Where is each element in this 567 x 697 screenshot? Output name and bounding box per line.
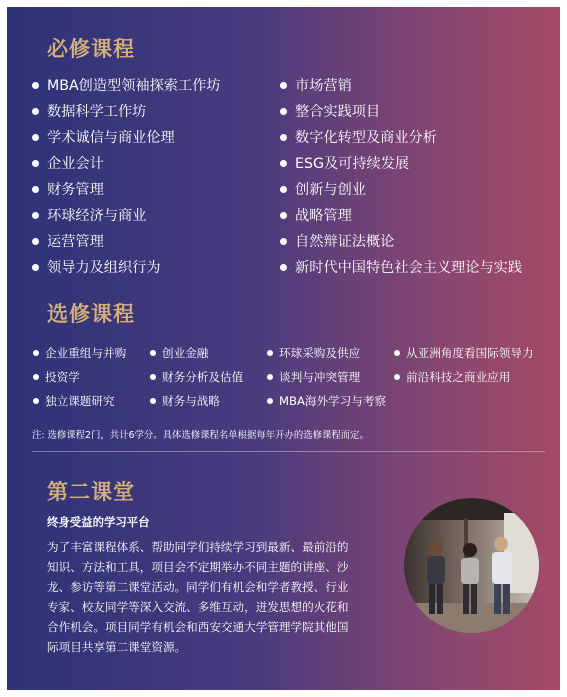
course-item: 财务管理 xyxy=(47,179,104,199)
description-line: 际项目共享第二课堂资源。 xyxy=(47,640,187,654)
elective-item: MBA海外学习与考察 xyxy=(279,394,387,408)
course-item: MBA创造型领袖探索工作坊 xyxy=(47,75,221,95)
elective-item: 独立课题研究 xyxy=(45,394,115,408)
elective-item: 财务分析及估值 xyxy=(162,370,244,384)
elective-note: 注: 选修课程2门，共计6学分。具体选修课程名单根据每年开办的选修课程而定。 xyxy=(32,430,369,441)
course-item: 市场营销 xyxy=(295,75,352,95)
students-illustration xyxy=(404,498,539,633)
course-item: 创新与创业 xyxy=(295,179,366,199)
elective-item: 从亚洲角度看国际领导力 xyxy=(406,346,534,360)
second-classroom-subtitle: 终身受益的学习平台 xyxy=(47,515,150,529)
course-item: 学术诚信与商业伦理 xyxy=(47,127,175,147)
description-line: 龙、参访等第二课堂活动。同学们有机会和学者教授、行业 xyxy=(47,580,349,594)
students-photo xyxy=(404,498,539,633)
course-item: ESG及可持续发展 xyxy=(295,153,409,173)
brochure-panel xyxy=(7,7,560,690)
course-item: 运营管理 xyxy=(47,231,104,251)
elective-item: 企业重组与并购 xyxy=(45,346,127,360)
course-item: 数字化转型及商业分析 xyxy=(295,127,437,147)
elective-item: 前沿科技之商业应用 xyxy=(406,370,511,384)
elective-item: 环球采购及供应 xyxy=(279,346,361,360)
course-item: 环球经济与商业 xyxy=(47,205,146,225)
elective-item: 创业金融 xyxy=(162,346,209,360)
second-classroom-description xyxy=(47,537,387,657)
required-courses-title: 必修课程 xyxy=(47,37,135,61)
course-item: 整合实践项目 xyxy=(295,101,380,121)
description-line: 知识、方法和工具，项目会不定期举办不同主题的讲座、沙 xyxy=(47,560,349,574)
description-line: 专家、校友同学等深入交流、多维互动，迸发思想的火花和 xyxy=(47,600,349,614)
elective-item: 投资学 xyxy=(45,370,80,384)
course-item: 自然辩证法概论 xyxy=(295,231,394,251)
elective-item: 谈判与冲突管理 xyxy=(279,370,361,384)
section-divider xyxy=(32,451,545,452)
course-item: 新时代中国特色社会主义理论与实践 xyxy=(295,257,522,277)
second-classroom-title: 第二课堂 xyxy=(47,480,135,504)
description-line: 合作机会。项目同学有机会和西安交通大学管理学院其他国 xyxy=(47,620,349,634)
course-item: 领导力及组织行为 xyxy=(47,257,161,277)
description-line: 为了丰富课程体系、帮助同学们持续学习到最新、最前沿的 xyxy=(47,540,349,554)
course-item: 数据科学工作坊 xyxy=(47,101,146,121)
course-item: 战略管理 xyxy=(295,205,352,225)
course-item: 企业会计 xyxy=(47,153,104,173)
elective-item: 财务与战略 xyxy=(162,394,220,408)
elective-courses-title: 选修课程 xyxy=(47,302,135,326)
